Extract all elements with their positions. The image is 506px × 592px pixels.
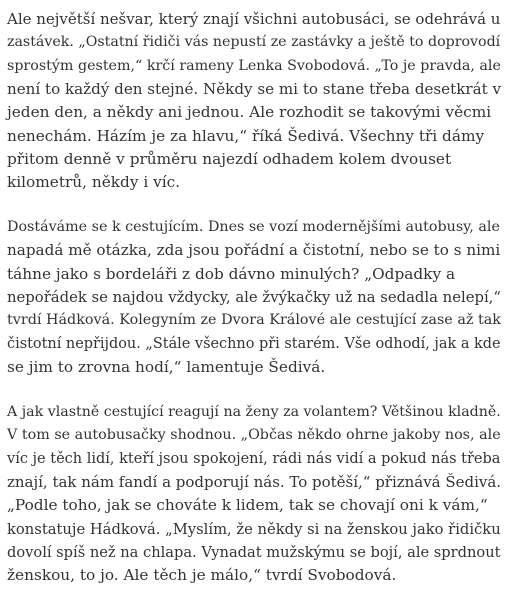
text-line: sprostým gestem,“ krčí rameny Lenka Svobodová. „To je pravda, ale xyxy=(7,57,501,74)
text-line: kilometrů, někdy i víc. xyxy=(7,173,181,192)
text-line: ženskou, to jo. Ale těch je málo,“ tvrdí Svobodová. xyxy=(7,566,397,585)
text-line: dovolí spíš než na chlapa. Vynadat mužskýmu se bojí, ale sprdnout xyxy=(7,544,501,562)
text-line: přitom denně v průměru najezdí odhadem kolem dvouset xyxy=(7,150,452,169)
text-line: konstatuje Hádková. „Myslím, že někdy si na ženskou jako řidičku xyxy=(7,520,501,538)
paragraph-1 xyxy=(7,8,501,195)
text-line: Ale největší nešvar, který znají všichni autobusáci, se odehrává u xyxy=(7,10,501,28)
text-line: znají, tak nám fandí a podporují nás. To potěší,“ přiznává Šedivá. xyxy=(7,473,502,492)
text-line: A jak vlastně cestující reagují na ženy za volantem? Většinou kladně. xyxy=(7,404,501,420)
text-line: napadá mě otázka, zda jsou pořádní a čistotní, nebo se to s nimi xyxy=(7,241,501,260)
text-line: V tom se autobusačky shodnou. „Občas někdo ohrne jakoby nos, ale xyxy=(7,427,501,444)
paragraph-3 xyxy=(7,401,501,588)
text-line: táhne jako s bordeláři z dob dávno minulých? „Odpadky a xyxy=(7,264,456,283)
paragraph-2 xyxy=(7,216,501,379)
text-line: víc je těch lidí, kteří jsou spokojení, rádi nás vidí a pokud nás třeba xyxy=(7,450,501,467)
text-line: nepořádek se najdou vždycky, ale žvýkačky už na sedadla nelepí,“ xyxy=(7,289,501,307)
text-line: tvrdí Hádková. Kolegyním ze Dvora Králové ale cestující zase až tak xyxy=(7,312,501,329)
text-line: Dostáváme se k cestujícím. Dnes se vozí modernějšími autobusy, ale xyxy=(7,219,500,235)
text-line: zastávek. „Ostatní řidiči vás nepustí ze zastávky a ještě to doprovodí xyxy=(7,34,501,51)
text-line: se jim to zrovna hodí,“ lamentuje Šedivá. xyxy=(7,358,326,377)
text-line: „Podle toho, jak se chováte k lidem, tak se chovají oni k vám,“ xyxy=(7,496,488,515)
text-line: nenechám. Házím je za hlavu,“ říká Šedivá. Všechny tři dámy xyxy=(7,126,485,145)
text-line: není to každý den stejné. Někdy se mi to stane třeba desetkrát v xyxy=(7,80,501,99)
text-line: jeden den, a někdy ani jednou. Ale rozhodit se takovými věcmi xyxy=(7,103,492,122)
text-line: čistotní nepřijdou. „Stále všechno při starém. Vše odhodí, jak a kde xyxy=(7,335,501,352)
